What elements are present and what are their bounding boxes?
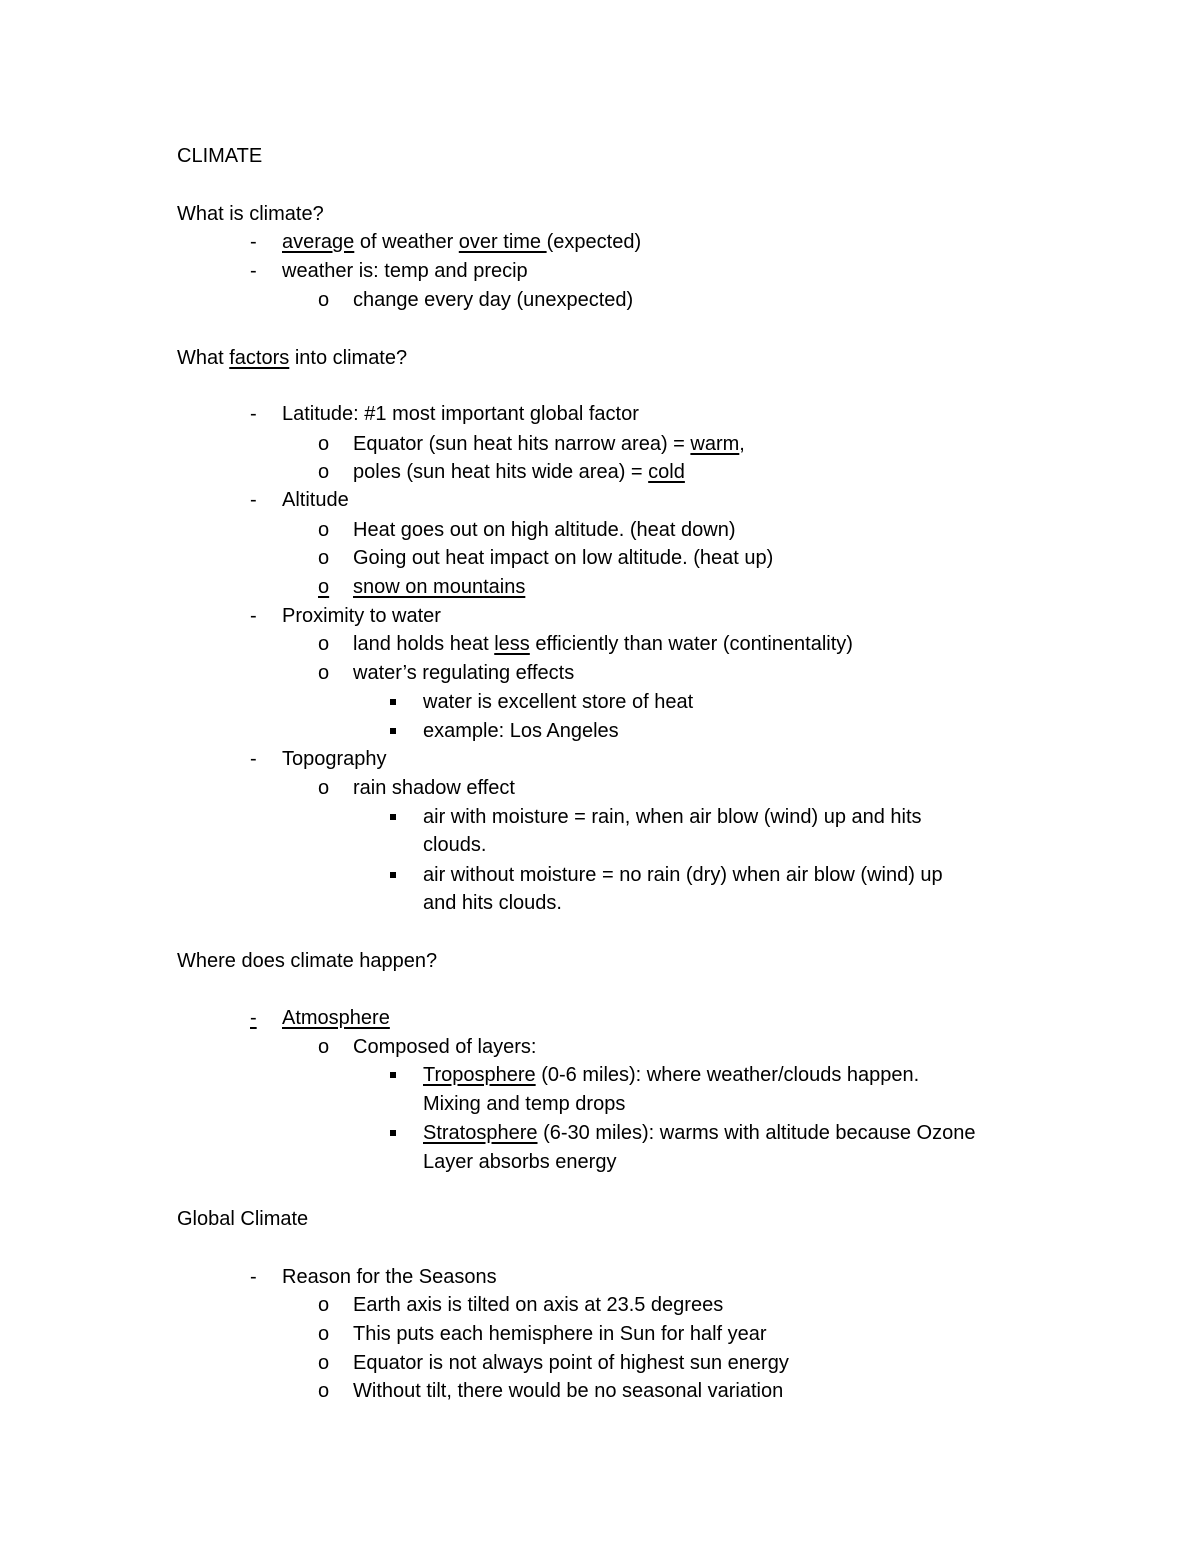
heading-what-is-climate: What is climate? xyxy=(177,203,324,225)
list-item: Altitude xyxy=(282,489,349,511)
list-item-continuation: clouds. xyxy=(423,834,487,856)
circle-marker: o xyxy=(318,1352,330,1374)
list-item: Heat goes out on high altitude. (heat down) xyxy=(353,519,736,541)
circle-marker: o xyxy=(318,519,330,541)
list-item: This puts each hemisphere in Sun for half year xyxy=(353,1323,767,1345)
circle-marker: o xyxy=(318,289,330,311)
list-item: example: Los Angeles xyxy=(423,720,619,742)
dash-marker: - xyxy=(250,231,257,253)
square-bullet-icon xyxy=(390,1130,396,1136)
list-item: water’s regulating effects xyxy=(353,662,575,684)
circle-marker: o xyxy=(318,1294,330,1316)
list-item: Troposphere (0-6 miles): where weather/clouds happen. xyxy=(423,1064,920,1086)
circle-marker: o xyxy=(318,547,330,569)
list-item-continuation: Layer absorbs energy xyxy=(423,1151,617,1173)
list-item: Equator (sun heat hits narrow area) = warm, xyxy=(353,433,745,455)
square-bullet-icon xyxy=(390,728,396,734)
dash-marker: - xyxy=(250,260,257,282)
list-item: snow on mountains xyxy=(353,576,526,598)
circle-marker: o xyxy=(318,1036,330,1058)
list-item: change every day (unexpected) xyxy=(353,289,634,311)
dash-marker: - xyxy=(250,489,257,511)
list-item: Earth axis is tilted on axis at 23.5 degrees xyxy=(353,1294,724,1316)
dash-marker: - xyxy=(250,403,257,425)
list-item: water is excellent store of heat xyxy=(423,691,694,713)
circle-marker: o xyxy=(318,633,330,655)
circle-marker: o xyxy=(318,662,330,684)
list-item: Stratosphere (6-30 miles): warms with altitude because Ozone xyxy=(423,1122,976,1144)
heading-what-factors: What factors into climate? xyxy=(177,347,408,369)
list-item: Atmosphere xyxy=(282,1007,390,1029)
list-item: Going out heat impact on low altitude. (heat up) xyxy=(353,547,774,569)
list-item: Composed of layers: xyxy=(353,1036,537,1058)
list-item: average of weather over time (expected) xyxy=(282,231,642,253)
list-item: weather is: temp and precip xyxy=(282,260,528,282)
list-item: air with moisture = rain, when air blow (wind) up and hits xyxy=(423,806,922,828)
square-bullet-icon xyxy=(390,814,396,820)
circle-marker: o xyxy=(318,1380,330,1402)
list-item: Equator is not always point of highest sun energy xyxy=(353,1352,789,1374)
list-item: air without moisture = no rain (dry) when air blow (wind) up xyxy=(423,864,943,886)
square-bullet-icon xyxy=(390,699,396,705)
heading-global-climate: Global Climate xyxy=(177,1208,309,1230)
document-title: CLIMATE xyxy=(177,145,263,167)
list-item: Proximity to water xyxy=(282,605,441,627)
list-item-continuation: and hits clouds. xyxy=(423,892,562,914)
list-item: Latitude: #1 most important global factor xyxy=(282,403,639,425)
list-item-continuation: Mixing and temp drops xyxy=(423,1093,626,1115)
circle-marker: o xyxy=(318,433,330,455)
circle-marker: o xyxy=(318,461,330,483)
circle-marker: o xyxy=(318,1323,330,1345)
dash-marker: - xyxy=(250,1007,257,1029)
circle-marker: o xyxy=(318,576,330,598)
dash-marker: - xyxy=(250,605,257,627)
circle-marker: o xyxy=(318,777,330,799)
list-item: Reason for the Seasons xyxy=(282,1266,497,1288)
heading-where-climate-happens: Where does climate happen? xyxy=(177,950,438,972)
dash-marker: - xyxy=(250,748,257,770)
list-item: land holds heat less efficiently than water (continentality) xyxy=(353,633,853,655)
square-bullet-icon xyxy=(390,1072,396,1078)
dash-marker: - xyxy=(250,1266,257,1288)
list-item: Topography xyxy=(282,748,387,770)
list-item: poles (sun heat hits wide area) = cold xyxy=(353,461,685,483)
list-item: Without tilt, there would be no seasonal variation xyxy=(353,1380,784,1402)
square-bullet-icon xyxy=(390,872,396,878)
list-item: rain shadow effect xyxy=(353,777,515,799)
